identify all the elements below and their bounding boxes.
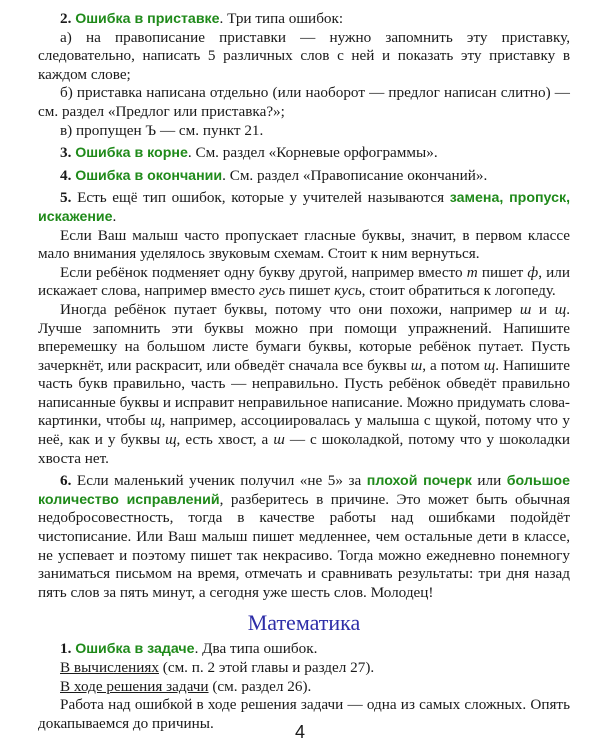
italic-word: кусь: [334, 282, 362, 300]
text-run: — с шоколадкой, потому что у шоколадки хвоста нет.: [38, 431, 570, 467]
page-content: [38, 10, 570, 733]
italic-letter: ф: [527, 263, 539, 281]
item-number: 4.: [60, 166, 72, 184]
underlined-term: В ходе решения задачи: [60, 677, 209, 695]
text-run: пишет: [285, 282, 335, 300]
italic-letter: щ: [165, 431, 177, 449]
item-text: . Два типа ошибок.: [194, 640, 318, 658]
term-highlight: Ошибка в задаче: [75, 641, 195, 658]
math-line-calculations: [38, 659, 570, 678]
item-number: 2.: [60, 10, 72, 27]
paragraph-confusion: [38, 301, 570, 468]
italic-letter: щ: [150, 412, 162, 430]
item-number: 3.: [60, 144, 72, 162]
item-text: . Три типа ошибок:: [219, 10, 344, 27]
item-2-c: в) пропущен Ъ — см. пункт 21.: [60, 121, 264, 139]
text-run: . Напишите часть букв правильно, часть — неправильно. Пусть ребёнок обведёт правильно написанные буквы и исправит неправильное написание. Можно придумать слова-картинки, чтобы: [38, 356, 571, 430]
term-highlight: большое количество исправлений: [38, 473, 570, 508]
page-number: 4: [294, 722, 305, 742]
text-run: , или искажает слова, например вместо: [38, 263, 571, 300]
italic-word: гусь: [258, 282, 286, 300]
text-run: Иногда ребёнок путает буквы, потому что они похожи, например: [60, 300, 520, 318]
term-highlight: плохой почерк: [366, 473, 472, 490]
text-run: , есть хвост, а: [176, 431, 274, 449]
paragraph-vowels: Если Ваш малыш часто пропускает гласные буквы, значит, в первом классе мало внимания уделялось звуковым схемам. Стоит к ним вернуться.: [38, 226, 570, 263]
text-run: или: [471, 472, 507, 490]
italic-letter: ш: [519, 300, 532, 318]
italic-letter: ш: [410, 356, 423, 374]
item-2-b: б) приставка написана отдельно (или наоборот — предлог написан слитно) — см. раздел «Предлог или приставка?»;: [38, 84, 570, 120]
section-heading-math: Математика: [247, 610, 361, 636]
paragraph-substitution: [38, 264, 570, 301]
text-run: Если маленький ученик получил «не 5» за: [76, 472, 367, 490]
term-highlight: Ошибка в окончании: [75, 167, 223, 184]
item-number: 1.: [60, 640, 72, 658]
item-number: 6.: [60, 472, 72, 490]
item-text: Есть ещё тип ошибок, которые у учителей называются: [77, 189, 445, 207]
math-line-solution: [38, 678, 570, 697]
item-3: [38, 144, 570, 163]
text-run: , разберитесь в причине. Это может быть обычная недобросовестность, тогда в качестве работы над ошибками подойдёт чистописание. Или Ваш малыш пишет медленнее, чем остальные дети в классе, не успевает и поэтому пишет так некрасиво. Тогда можно ежедневно понемногу заниматься письмом на время, отмечать и сравнивать результаты: три дня назад пять слов за пять минут, а сегодня уже шесть слов. Молодец!: [38, 490, 571, 601]
item-2-title: [38, 10, 570, 29]
text-run: , а потом: [422, 356, 484, 374]
text-run: , стоит обратиться к логопеду.: [361, 282, 556, 300]
item-text: . См. раздел «Корневые орфограммы».: [187, 144, 438, 162]
text-run: . Лучше запомнить эти буквы можно при помощи упражнений. Напишите вперемешку на большом листе бумаги буквы, которые ребёнок путает. Пусть зачеркнёт, или раскрасит, или обведёт сначала все буквы: [38, 300, 570, 374]
text-run: и: [531, 300, 555, 318]
item-6: [38, 472, 570, 602]
text-run: (см. раздел 26).: [208, 677, 312, 695]
item-2-a: а) на правописание приставки — нужно запомнить эту приставку, следовательно, написать 5 различных слов с ней и показать эту приставку в каждом слове;: [38, 28, 570, 83]
italic-letter: т: [466, 263, 478, 281]
item-text: . См. раздел «Правописание окончаний».: [222, 166, 488, 184]
italic-letter: ш: [273, 431, 285, 449]
term-highlight: Ошибка в приставке: [75, 11, 220, 27]
math-item-1: [38, 640, 570, 659]
text-run: Если ребёнок подменяет одну букву другой, например вместо: [60, 263, 467, 281]
item-5: [38, 189, 570, 226]
text-run: пишет: [477, 263, 528, 281]
math-paragraph: Работа над ошибкой в ходе решения задачи — одна из самых сложных. Опять докапываемся до причины.: [38, 696, 570, 732]
italic-letter: щ: [554, 300, 567, 318]
italic-letter: щ: [483, 356, 496, 374]
item-number: 5.: [60, 189, 72, 207]
term-highlight: замена, пропуск, искажение: [38, 190, 571, 225]
text-run: , например, ассоциировалась у малыша с щукой, потому что у неё, как и у буквы: [38, 412, 570, 449]
item-text-end: .: [112, 207, 117, 225]
text-run: (см. п. 2 этой главы и раздел 27).: [158, 659, 375, 676]
underlined-term: В вычислениях: [60, 659, 159, 676]
item-4: [38, 167, 570, 186]
term-highlight: Ошибка в корне: [75, 145, 188, 162]
